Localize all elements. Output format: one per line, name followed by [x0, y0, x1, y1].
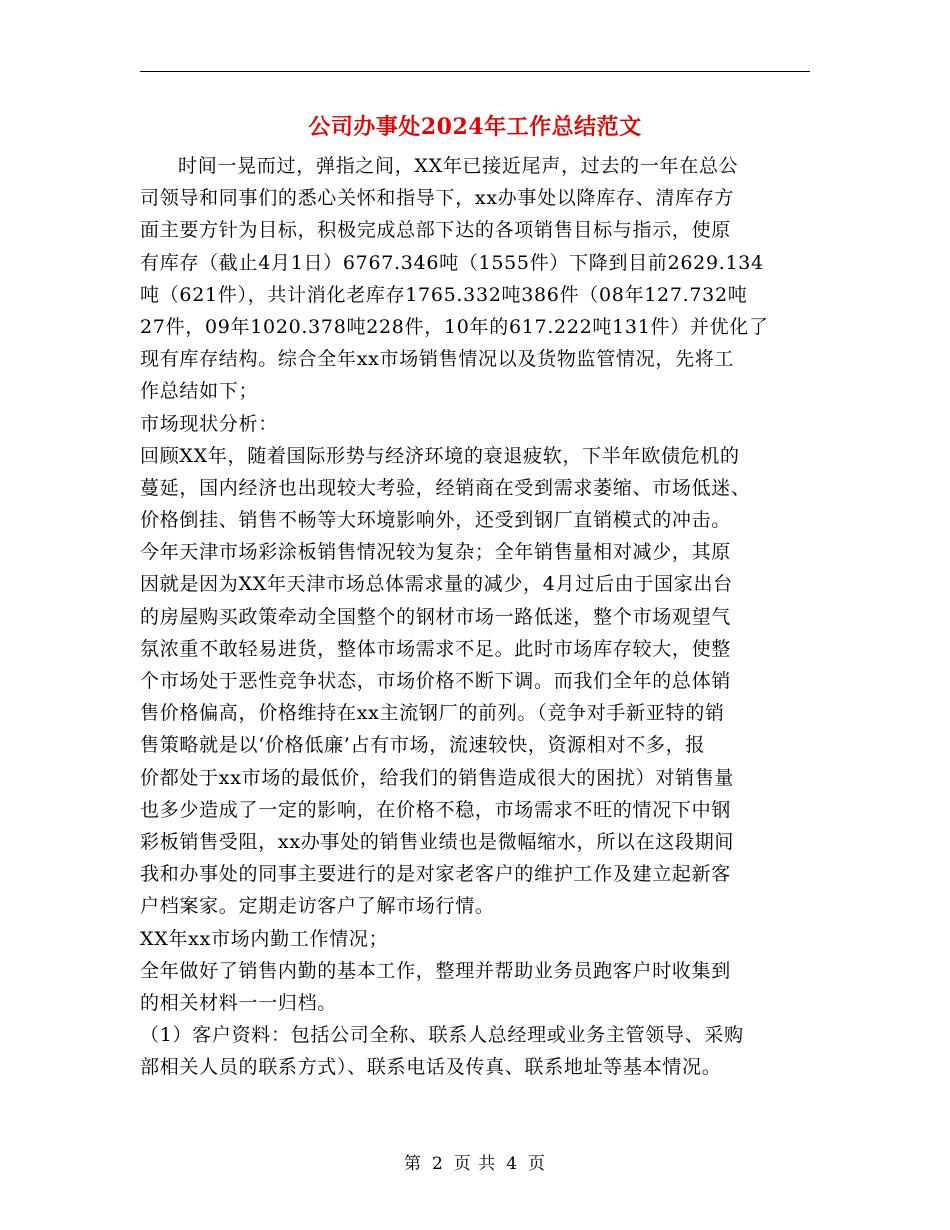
paragraph-list: [140, 150, 810, 1083]
paragraph-line: 今年天津市场彩涂板销售情况较为复杂；全年销售量相对减少，其原: [140, 541, 732, 564]
paragraph: [140, 955, 810, 1019]
paragraph-line: 的相关材料一一归档。: [140, 991, 338, 1014]
paragraph-line: 价格倒挂、销售不畅等大环境影响外，还受到钢厂直销模式的冲击。: [140, 509, 732, 532]
current-page-number: 2: [431, 1154, 444, 1174]
paragraph-line: 氛浓重不敢轻易进货，整体市场需求不足。此时市场库存较大，使整: [140, 637, 732, 660]
paragraph-line: 价都处于xx市场的最低价，给我们的销售造成很大的困扰）对销售量: [140, 766, 735, 789]
paragraph: [140, 1019, 810, 1083]
page-label-prefix: 第: [403, 1154, 422, 1174]
paragraph-line: 的房屋购买政策牵动全国整个的钢材市场一路低迷，整个市场观望气: [140, 605, 732, 628]
paragraph-line: （1）客户资料：包括公司全称、联系人总经理或业务主管领导、采购: [140, 1024, 744, 1047]
paragraph-line: XX年xx市场内勤工作情况；: [140, 927, 389, 950]
page-label-suffix: 页: [528, 1154, 547, 1174]
paragraph-line: 全年做好了销售内勤的基本工作，整理并帮助业务员跑客户时收集到: [140, 959, 732, 982]
paragraph-line: 回顾XX年，随着国际形势与经济环境的衰退疲软，下半年欧债危机的: [140, 444, 740, 467]
paragraph-line: 27件，09年1020.378吨228件，10年的617.222吨131件）并优化了: [140, 315, 769, 338]
paragraph: [140, 440, 810, 923]
paragraph-line: 蔓延，国内经济也出现较大考验，经销商在受到需求萎缩、市场低迷、: [140, 476, 751, 499]
paragraph-line: 我和办事处的同事主要进行的是对家老客户的维护工作及建立起新客: [140, 863, 732, 886]
paragraph-line: 现有库存结构。综合全年xx市场销售情况以及货物监管情况，先将工: [140, 348, 735, 371]
document-title: 公司办事处2024年工作总结范文: [308, 114, 642, 140]
paragraph-line: 面主要方针为目标，积极完成总部下达的各项销售目标与指示，使原: [140, 219, 732, 242]
paragraph-line: 个市场处于恶性竞争状态，市场价格不断下调。而我们全年的总体销: [140, 670, 732, 692]
paragraph: [140, 150, 810, 408]
page-footer: [140, 1152, 810, 1176]
paragraph-line: 吨（621件），共计消化老库存1765.332吨386件（08年127.732吨: [140, 283, 748, 306]
paragraph-line: 也多少造成了一定的影响，在价格不稳，市场需求不旺的情况下中钢: [140, 798, 732, 821]
page-label-middle: 页 共: [453, 1154, 497, 1174]
paragraph-line: 彩板销售受阻，xx办事处的销售业绩也是微幅缩水，所以在这段期间: [140, 830, 735, 853]
header-rule: [140, 71, 810, 72]
paragraph-line: 部相关人员的联系方式）、联系电话及传真、联系地址等基本情况。: [140, 1056, 722, 1079]
document-body: [140, 150, 810, 1083]
total-pages-number: 4: [506, 1154, 519, 1174]
paragraph-line: 因就是因为XX年天津市场总体需求量的减少，4月过后由于国家出台: [140, 573, 733, 596]
paragraph-line: 司领导和同事们的悉心关怀和指导下，xx办事处以降库存、清库存方: [140, 187, 735, 210]
paragraph: [140, 923, 810, 955]
paragraph-line: 售价格偏高，价格维持在xx主流钢厂的前列。（竞争对手新亚特的销: [140, 702, 725, 725]
paragraph-line: 户档案家。定期走访客户了解市场行情。: [140, 895, 495, 918]
paragraph-line: 时间一晃而过，弹指之间，XX年已接近尾声，过去的一年在总公: [178, 155, 739, 177]
paragraph-line: 市场现状分析：: [140, 412, 278, 435]
paragraph: [140, 408, 810, 440]
paragraph-line: 作总结如下；: [140, 380, 259, 403]
paragraph-line: 售策略就是以‘价格低廉’占有市场，流速较快，资源相对不多，报: [140, 734, 706, 757]
paragraph-line: 有库存（截止4月1日）6767.346吨（1555件）下降到目前2629.134: [140, 251, 764, 274]
